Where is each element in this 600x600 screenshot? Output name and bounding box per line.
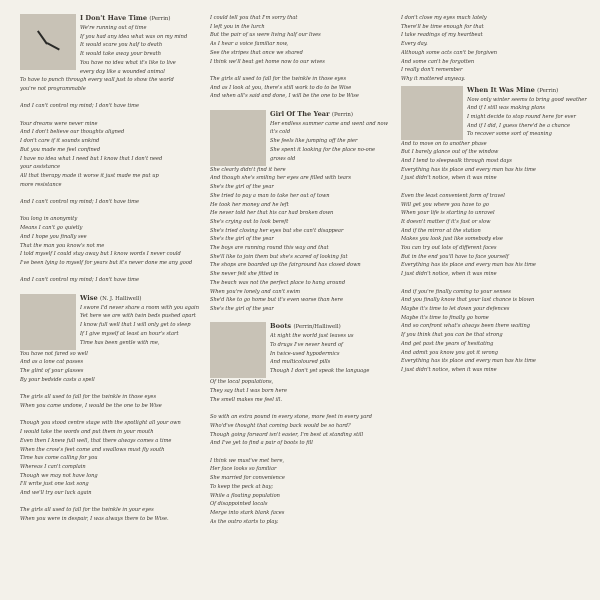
- lyric-line: Maybe it's time to let down your defences: [401, 305, 510, 312]
- lyric-line: you're not programmable: [20, 85, 86, 92]
- lyric-line: Even the least convenient form of travel: [401, 192, 505, 199]
- lyric-line: And admit you know you got it wrong: [401, 349, 499, 356]
- lyric-line: He took her money and he left: [210, 201, 289, 208]
- lyric-line: Who'd've thought that coming back would be so hard?: [210, 422, 351, 429]
- lyric-line: Of disappointed locals: [210, 501, 268, 508]
- stanza-break: [20, 111, 208, 120]
- lyric-line: And if I still was making plans: [467, 105, 545, 112]
- stanza-break: [20, 411, 208, 420]
- lyric-line: And to move on to another phase: [401, 140, 487, 147]
- lyric-line: every day like a wounded animal: [80, 68, 165, 75]
- lyric-line: She feels like jumping off the pier: [270, 138, 358, 145]
- lyric-line: And if the mirror at the station: [401, 227, 481, 234]
- lyric-line: She'd like to go home but it's even worse than here: [210, 297, 343, 304]
- stanza-break: [20, 94, 208, 103]
- lyric-line: The girls all used to fall for the twinkle in those eyes: [210, 75, 347, 82]
- lyric-line: I think we'll beat get home now to our wives: [210, 58, 325, 65]
- stanza-break: [210, 404, 398, 413]
- lyric-line: Everything has its place and every man has his time: [401, 358, 536, 365]
- lyric-line: And as I look at you, there's still work to do to be Wise: [210, 84, 352, 91]
- lyric-line: I have no idea what I need but I know that I don't need: [20, 155, 163, 162]
- lyric-line: Yet here we are with twin beds pushed apart: [80, 313, 196, 320]
- lyric-line: As the outro starts to play.: [210, 518, 279, 525]
- stanza-break: [20, 385, 208, 394]
- stanza-break: [210, 66, 398, 75]
- lyric-line: And if I did, I guess there'd be a chance: [467, 122, 570, 129]
- lyric-line: And so confront what's always been there waiting: [401, 323, 531, 330]
- lyric-line: Merge into stark blank faces: [210, 509, 285, 516]
- stanza-break: [20, 268, 208, 277]
- lyric-line: And I tend to sleepwalk through most days: [401, 158, 512, 165]
- lyric-line: You long in anonymity: [20, 216, 78, 223]
- lyric-line: Whereas I can't complain: [20, 463, 86, 470]
- band-photo-thumbnail: [20, 294, 76, 350]
- lyric-line: She never felt she fitted in: [210, 271, 279, 278]
- stanza-break: [20, 498, 208, 507]
- boots-continued: [401, 14, 589, 84]
- column-middle: [210, 14, 398, 526]
- lyric-line: When you came undone, I would be the one to be Wise: [20, 403, 162, 409]
- lyric-line: it's cold: [270, 129, 291, 136]
- lyric-line: Makes you look just like somebody else: [401, 236, 503, 243]
- lyric-line: Although some acts can't be forgiven: [401, 49, 498, 56]
- lyric-line: Though you stood centre stage with the spotlight all your own: [20, 420, 181, 427]
- lyric-line: She's crying out to look bereft: [210, 218, 289, 225]
- lyric-line: She clearly didn't find it here: [210, 166, 286, 173]
- lyric-line: Means I can't go quietly: [20, 225, 83, 232]
- song-title: Wise (N. J. Halliwell): [80, 293, 142, 302]
- boots-photo-thumbnail: [210, 322, 266, 378]
- song-when-it-was-mine: [401, 86, 589, 375]
- lyric-line: She married for convenience: [210, 475, 285, 482]
- stanza-break: [401, 279, 589, 288]
- lyric-line: If you think that you can be that strong: [401, 332, 503, 339]
- lyric-line: If you had any idea what was on my mind: [80, 33, 188, 40]
- lyric-line: I could tell you that I'm sorry that: [210, 15, 298, 21]
- lyric-line: The smell makes me feel ill.: [210, 396, 282, 403]
- lyric-line: But the pair of us were living half our lives: [210, 32, 321, 39]
- song-title: When It Was Mine (Perrin): [467, 85, 559, 94]
- lyric-line: As I hear a voice familiar now,: [210, 41, 289, 48]
- lyric-line: your assistance: [20, 164, 61, 171]
- lyric-line: And I hope you finally see: [20, 233, 87, 240]
- lyric-line: You have no idea what it's like to live: [80, 59, 176, 66]
- lyric-line: Time has been gentle with me,: [80, 339, 160, 346]
- lyric-line: She's tried closing her eyes but she can't disappear: [210, 227, 344, 234]
- lyric-line: I just didn't notice, when it was mine: [401, 271, 497, 278]
- lyric-line: Your dreams were never mine: [20, 120, 98, 127]
- lyric-line: Though we may not have long: [20, 472, 98, 479]
- song-title: Girl Of The Year (Perrin): [270, 109, 353, 118]
- lyric-line: I don't care if it sounds unkind: [20, 138, 100, 145]
- lyric-line: Though I don't yet speak the language: [270, 368, 370, 375]
- lyric-line: And I don't believe our thoughts aligned: [20, 129, 125, 136]
- lyric-line: Everything has its place and every man has his time: [401, 262, 536, 269]
- lyric-line: You have not fared so well: [20, 350, 88, 357]
- lyric-line: In twice-used hypodermics: [270, 350, 340, 357]
- lyric-line: So with an extra pound in every stone, more feet in every yard: [210, 414, 372, 421]
- lyric-line: It would scare you half to death: [80, 42, 163, 49]
- trees-photo-thumbnail: [401, 86, 463, 140]
- lyric-line: Why it mattered anyway.: [401, 75, 466, 82]
- lyric-line: They say that I was born here: [210, 388, 288, 395]
- lyric-line: I've been lying to myself for years but it's never done me any good: [20, 259, 193, 266]
- lyric-line: Her endless summer came and went and now: [270, 120, 388, 127]
- lyric-line: But I barely glance out of the window: [401, 149, 499, 156]
- lyric-line: I just didn't notice, when it was mine: [401, 366, 497, 373]
- lyric-line: I left you in the lurch: [210, 23, 265, 30]
- lyric-line: And when all's said and done, I will be the one to be Wise: [210, 93, 359, 100]
- lyric-line: She's the girl of the year: [210, 236, 274, 243]
- stanza-break: [210, 448, 398, 457]
- lyric-line: And we'll try our luck again: [20, 490, 92, 497]
- lyric-line: Maybe it's time to finally go home: [401, 314, 489, 321]
- clock-artwork-thumbnail: [20, 14, 76, 70]
- lyric-line: She'll like to join them but she's scared of looking fat: [210, 253, 348, 260]
- lyric-line: That the man you know's not me: [20, 242, 105, 249]
- lyric-line: To recover some sort of meaning: [467, 131, 552, 138]
- lyric-line: She spent it looking for the place no-one: [270, 146, 375, 153]
- lyric-line: And I can't control my mind; I don't have time: [20, 277, 140, 284]
- lyric-line: And you finally know that your last chance is blown: [401, 297, 535, 304]
- lyric-line: I just didn't notice, when it was mine: [401, 175, 497, 182]
- lyric-line: By your bedside casts a spell: [20, 376, 95, 383]
- lyric-line: I might decide to stop round here for ever: [467, 114, 576, 121]
- lyric-line: See the stripes that once we shared: [210, 49, 303, 56]
- stanza-break: [20, 189, 208, 198]
- lyric-line: When you were in despair, I was always there to be Wise.: [20, 516, 169, 523]
- lyric-line: The boys are running round this way and that: [210, 245, 329, 252]
- lyric-line: grows old: [270, 155, 296, 162]
- lyric-line: And though she's smiling her eyes are filled with tears: [210, 175, 351, 182]
- lyric-line: The girls all used to fall for the twinkle in your eyes: [20, 507, 154, 514]
- stanza-break: [401, 183, 589, 192]
- lyric-line: I told myself I could stay away but I know words I never could: [20, 251, 181, 258]
- lyric-line: She tried to pay a man to take her out of town: [210, 192, 330, 199]
- lyric-line: You can try out lots of different faces: [401, 245, 497, 252]
- lyric-line: Will get you where you have to go: [401, 201, 489, 208]
- lyric-line: Everything has its place and every man has his time: [401, 166, 536, 173]
- lyric-line: And multicoloured pills: [270, 359, 331, 366]
- column-right: [401, 14, 589, 375]
- lyric-line: When the crow's feet come and swallows must fly south: [20, 446, 165, 453]
- lyric-line: She's the girl of the year: [210, 184, 274, 191]
- lyric-line: But in the end you'll have to face yourself: [401, 253, 509, 260]
- lyric-line: To keep the peck at bay;: [210, 483, 274, 490]
- lyric-line: The beach was not the perfect place to hang around: [210, 279, 346, 286]
- song-title: Boots (Perrin/Halliwell): [270, 322, 341, 331]
- lyric-line: The girls all used to fall for the twinkle in those eyes: [20, 394, 157, 401]
- lyric-line: To drugs I've never heard of: [270, 342, 343, 349]
- lyric-line: And as a lone cat passes: [20, 359, 84, 366]
- lyric-line: Her face looks so familiar: [210, 466, 277, 473]
- lyric-line: And I can't control my mind; I don't have time: [20, 103, 140, 110]
- lyric-line: There'll be time enough for that: [401, 23, 484, 30]
- lyric-line: And if you're finally coming to your senses: [401, 288, 511, 295]
- lyric-line: I really don't remember: [401, 67, 463, 74]
- lyric-line: It would take away your breath: [80, 51, 161, 58]
- lyric-line: more resistance: [20, 181, 62, 188]
- girl-photo-thumbnail: [210, 110, 266, 166]
- lyric-line: All that therapy made it worse it just made me put up: [20, 172, 159, 179]
- lyric-line: And I can't control my mind; I don't have time: [20, 199, 140, 206]
- lyric-line: Even then I knew full well, that there always comes a time: [20, 437, 172, 444]
- lyric-line: When your life is starting to unravel: [401, 210, 495, 217]
- wise-continued: [210, 14, 398, 101]
- song-i-dont-have-time: [20, 14, 208, 285]
- lyric-line: It doesn't matter if it's fast or slow: [401, 218, 491, 225]
- lyric-line: Every day.: [401, 41, 428, 48]
- song-title: I Don't Have Time (Perrin): [80, 14, 171, 22]
- lyric-line: While a floating population: [210, 492, 280, 499]
- lyric-line: Of the local populations,: [210, 379, 274, 386]
- lyric-line: I'll write just one last song: [20, 481, 89, 488]
- lyric-line: I take readings of my heartbeat: [401, 32, 483, 39]
- lyric-line: We're running out of time: [80, 25, 147, 31]
- lyric-line: When you're lonely and can't swim: [210, 288, 301, 295]
- lyric-line: And get past the years of hesitating: [401, 340, 494, 347]
- song-wise: [20, 294, 208, 524]
- lyric-line: The shops are boarded up the fairground has closed down: [210, 262, 361, 269]
- lyric-line: I don't close my eyes much lately: [401, 15, 487, 21]
- lyric-line: If I give myself at least an hour's start: [80, 330, 179, 337]
- lyric-line: To have to punch through every wall just to show the world: [20, 77, 174, 84]
- lyric-line: I would take the words and put them in your mouth: [20, 429, 154, 436]
- lyric-line: At night the world just leaves us: [270, 333, 354, 340]
- song-girl-of-the-year: [210, 110, 398, 314]
- column-left: [20, 14, 208, 524]
- lyric-line: And some can't be forgotten: [401, 58, 475, 65]
- lyric-line: Though going forward isn't easier, I'm best at standing still: [210, 431, 364, 438]
- lyric-line: I think we must've met here,: [210, 457, 285, 464]
- lyric-line: He never told her that his car had broken down: [210, 210, 334, 217]
- lyric-line: But you made me feel confined: [20, 146, 101, 153]
- lyric-line: And I've yet to find a pair of boots to fill: [210, 440, 313, 447]
- lyric-line: She's the girl of the year: [210, 305, 274, 312]
- lyric-line: I swore I'd never share a room with you again: [80, 304, 199, 311]
- lyric-line: Time has come calling for you: [20, 455, 98, 462]
- stanza-break: [20, 207, 208, 216]
- lyric-line: The glint of your glasses: [20, 368, 84, 375]
- lyric-line: I know full well that I will only get to sleep: [80, 322, 191, 329]
- song-boots: [210, 322, 398, 526]
- lyric-line: Now only winter seems to bring good weather: [467, 96, 587, 103]
